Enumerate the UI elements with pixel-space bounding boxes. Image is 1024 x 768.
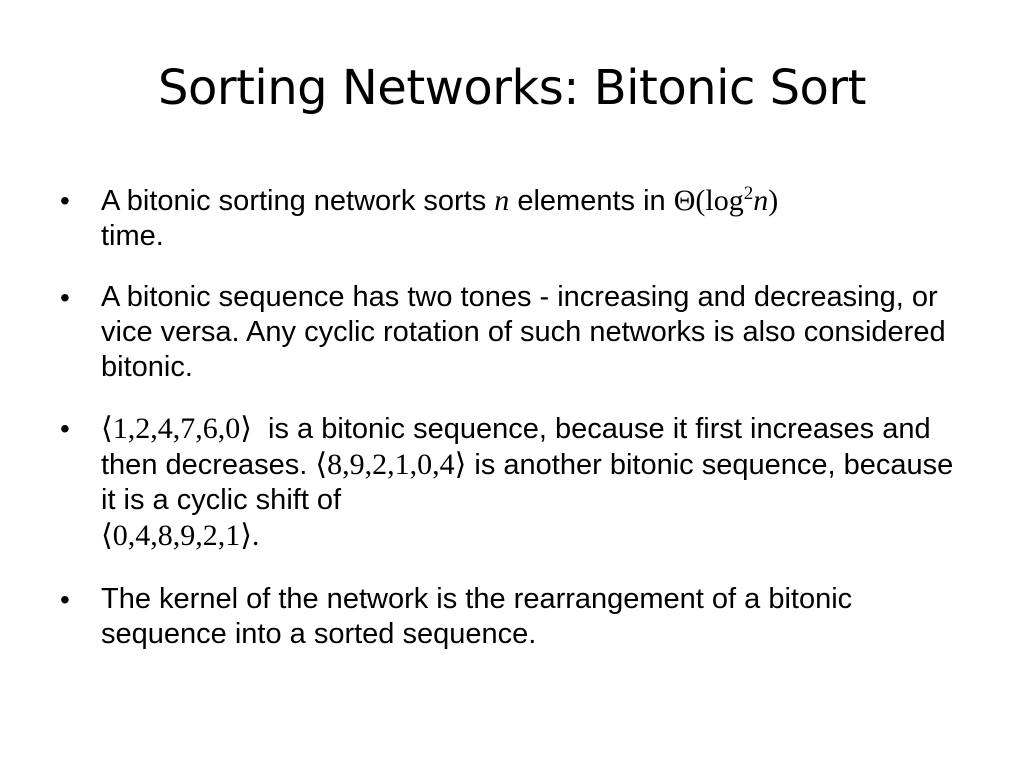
math-sequence-3: ⟨0,4,8,9,2,1⟩. xyxy=(101,519,260,552)
bullet-item-4 xyxy=(60,582,960,652)
bullet-text: A bitonic sorting network sorts xyxy=(101,185,495,217)
bullet-list xyxy=(60,183,960,678)
bullet-marker: • xyxy=(60,185,70,216)
bullet-marker: • xyxy=(60,413,70,444)
bullet-text: is another bitonic sequence, because it is a cyclic shift of xyxy=(101,449,954,516)
math-theta-log: Θ(log xyxy=(673,184,744,217)
bullet-text: is a bitonic sequence, because it first increases and then decreases. xyxy=(101,413,939,481)
bullet-text: The kernel of the network is the rearrangement of a bitonic sequence into a sorted sequence. xyxy=(101,583,853,650)
bullet-item-3 xyxy=(60,411,960,554)
bullet-text: elements in xyxy=(509,185,674,217)
math-exponent: 2 xyxy=(743,183,754,204)
bullet-marker: • xyxy=(60,282,70,313)
math-close-paren: ) xyxy=(768,184,779,217)
bullet-marker: • xyxy=(60,584,70,615)
bullet-item-1 xyxy=(60,183,960,254)
math-variable-n: n xyxy=(753,184,769,217)
bullet-text: time. xyxy=(101,220,164,252)
math-sequence-2: ⟨8,9,2,1,0,4⟩ xyxy=(315,448,467,481)
slide-title: Sorting Networks: Bitonic Sort xyxy=(158,60,866,116)
math-variable-n: n xyxy=(494,184,510,217)
math-sequence-1: ⟨1,2,4,7,6,0⟩ xyxy=(101,412,252,445)
bullet-item-2 xyxy=(60,280,960,385)
bullet-text: A bitonic sequence has two tones - increasing and decreasing, or vice versa. Any cyclic rotation of such networks is also considered bitonic. xyxy=(101,281,946,383)
